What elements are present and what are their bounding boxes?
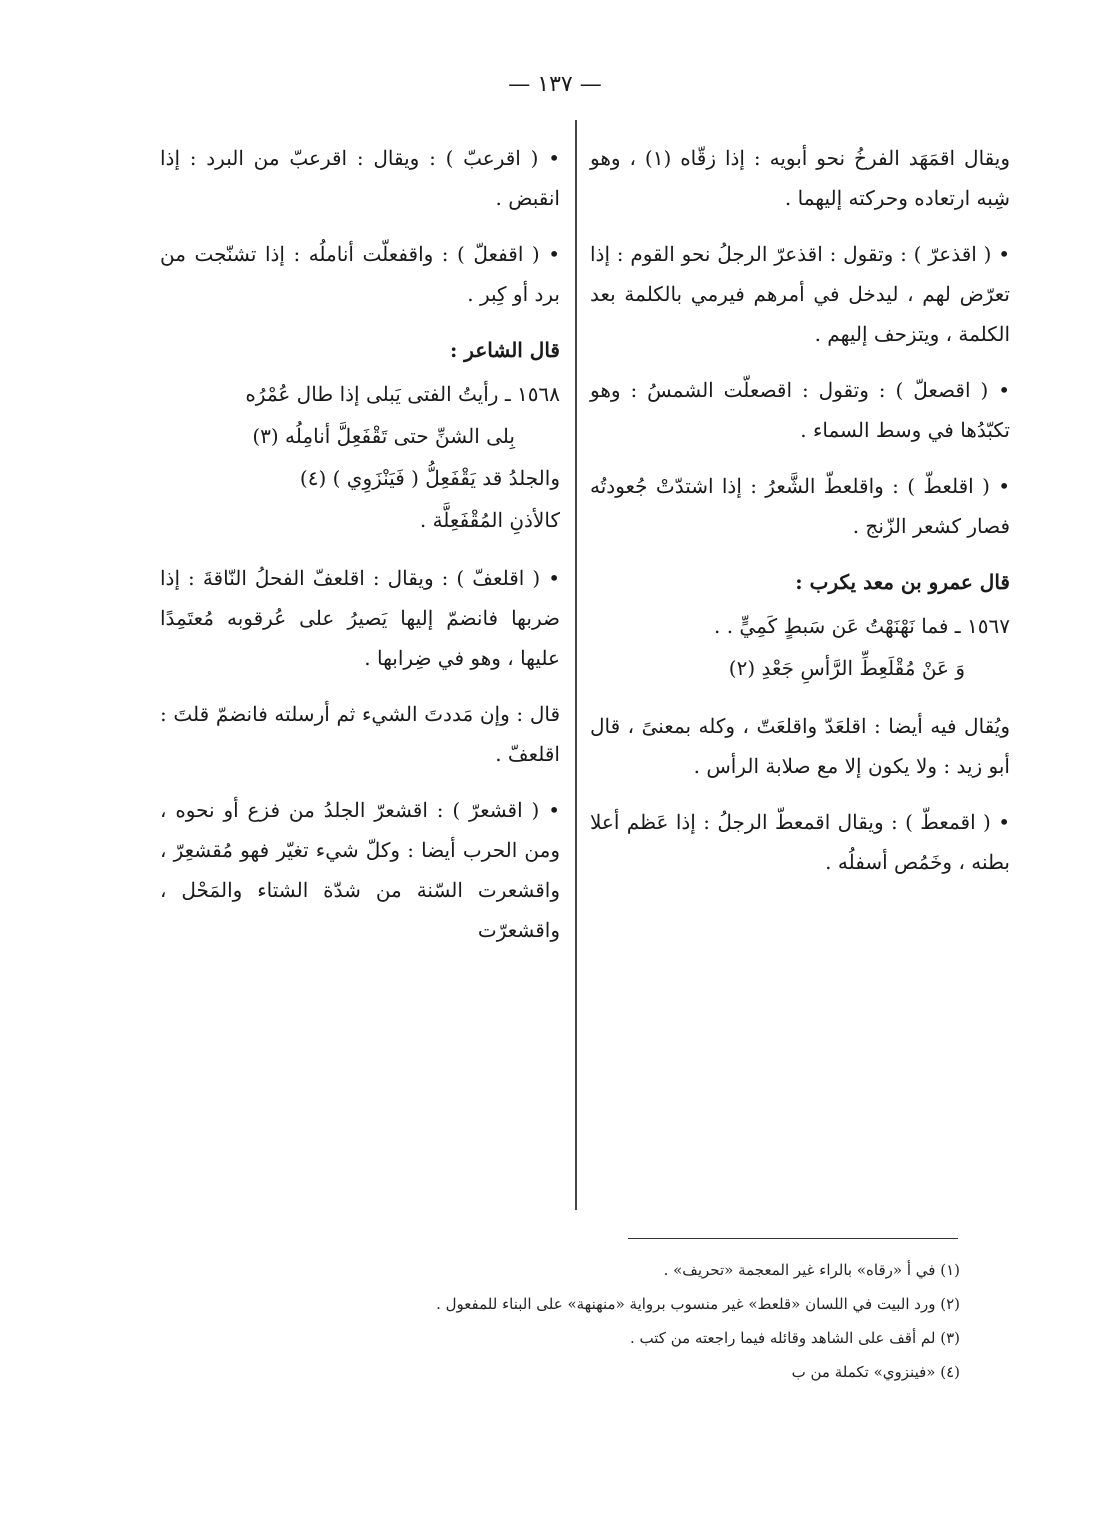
left-column <box>160 138 560 966</box>
footnotes <box>300 1253 960 1389</box>
left-column-verse-line: كالأذنِ المُقْفَعِلَّة . <box>419 508 560 532</box>
column-divider <box>575 120 577 1210</box>
left-column-paragraph: • ( اقرعبّ ) : ويقال : اقرعبّ من البرد : إذا انقبض . <box>160 146 560 210</box>
left-column-paragraph: • ( اقشعرّ ) : اقشعرّ الجلدُ من فزع أو نحوه ، ومن الحرب أيضا : وكلّ شيء تغيّر فهو مُقشعِرّ ، واقشعرت السّنة من شدّة الشتاء والمَحْل ، واقشعرّت <box>160 798 560 942</box>
left-column-verse-line: ١٥٦٨ ـ رأيتُ الفتى يَبلى إذا طال عُمْرُه <box>245 382 560 406</box>
right-column-paragraph: ويقال اقمَهَد الفرخُ نحو أبويه : إذا زقّاه (١) ، وهو شِبه ارتعاده وحركته إليهما . <box>590 146 1011 210</box>
right-column-verse-line: وَ عَنْ مُقْلَعِطِّ الرَّأسِ جَعْدِ (٢) <box>728 656 965 680</box>
left-column-verse-line: بِلى الشنِّ حتى تَقْفَعِلَّ أنامِلُه (٣) <box>252 424 515 448</box>
footnote: (٣) لم أقف على الشاهد وقائله فيما راجعته من كتب . <box>630 1329 960 1347</box>
right-column-heading: قال عمرو بن معد يكرب : <box>795 570 1010 594</box>
right-column-paragraph: ويُقال فيه أيضا : اقلعَدّ واقلعَتّ ، وكله بمعنىً ، قال أبو زيد : ولا يكون إلا مع صلابة الرأس . <box>590 714 1010 778</box>
right-column-verse-line: ١٥٦٧ ـ فما نَهْنَهْتُ عَن سَبطٍ كَمِيٍّ . . <box>714 614 1010 638</box>
left-column-paragraph: • ( اقفعلّ ) : واقفعلّت أناملُه : إذا تشنّجت من برد أو كِبر . <box>160 242 560 306</box>
page-number: — ١٣٧ — <box>508 72 602 97</box>
footnote: (٤) «فينزوي» تكملة من ب <box>791 1363 960 1381</box>
right-column-paragraph: • ( اقذعرّ ) : وتقول : اقذعرّ الرجلُ نحو القوم : إذا تعرّض لهم ، ليدخل في أمرهم فيرمي بالكلمة بعد الكلمة ، ويتزحف إليهم . <box>590 242 1010 346</box>
left-column-heading: قال الشاعر : <box>449 338 560 362</box>
right-column <box>590 138 1010 898</box>
right-column-paragraph: • ( اقمعطّ ) : ويقال اقمعطّ الرجلُ : إذا عَظم أعلا بطنه ، وخَمُص أسفلُه . <box>590 810 1010 874</box>
footnote-rule <box>628 1238 958 1239</box>
footnote: (١) في أ «رقاه» بالراء غير المعجمة «تحريف» . <box>663 1261 960 1279</box>
left-column-verse-line: والجلدُ قد يَقْفَعِلُّ ( فَيَنْزَوِي ) (٤) <box>299 466 560 490</box>
footnote: (٢) ورد البيت في اللسان «قلعط» غير منسوب برواية «منهنهة» على البناء للمفعول . <box>436 1295 960 1313</box>
right-column-paragraph: • ( اقلعطّ ) : واقلعطّ الشَّعرُ : إذا اشتدّتْ جُعودتُه فصار كشعر الزّنج . <box>590 474 1010 538</box>
right-column-paragraph: • ( اقصعلّ ) : وتقول : اقصعلّت الشمسُ : وهو تكبّدُها في وسط السماء . <box>590 378 1010 442</box>
left-column-paragraph: قال : وإن مَددتَ الشيء ثم أرسلته فانضمّ قلتَ : اقلعفّ . <box>160 702 560 766</box>
left-column-paragraph: • ( اقلعفّ ) : ويقال : اقلعفّ الفحلُ النّاقةَ : إذا ضربها فانضمّ إليها يَصيرُ على عُرقوبه مُعتَمِدًا عليها ، وهو في ضِرابها . <box>160 566 560 670</box>
